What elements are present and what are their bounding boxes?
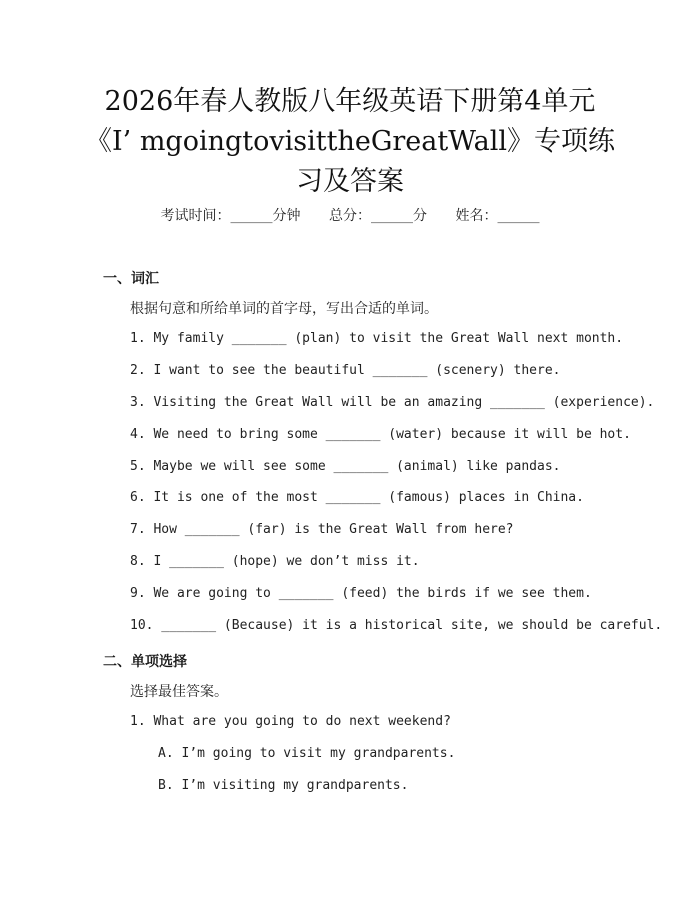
title-line-3: 习及答案: [296, 166, 404, 197]
section-2-heading: 二、单项选择: [103, 654, 187, 670]
mc-option-a: A. I’m going to visit my grandparents.: [158, 746, 456, 761]
title-line-1: 2026年春人教版八年级英语下册第4单元: [104, 86, 596, 117]
vocab-question: 7. How _______ (far) is the Great Wall from here?: [130, 522, 514, 537]
vocab-question: 10. _______ (Because) it is a historical site, we should be careful.: [130, 618, 663, 633]
exam-time: 考试时间：______分钟: [160, 208, 301, 224]
document-title: [60, 82, 640, 202]
vocab-question: 5. Maybe we will see some _______ (animal) like pandas.: [130, 459, 561, 474]
title-line-2: 《I’ mgoingtovisittheGreatWall》专项练: [84, 126, 615, 157]
exam-info: [0, 205, 700, 225]
vocab-question: 3. Visiting the Great Wall will be an amazing _______ (experience).: [130, 395, 655, 410]
vocab-question: 2. I want to see the beautiful _______ (scenery) there.: [130, 363, 561, 378]
vocab-question: 4. We need to bring some _______ (water) because it will be hot.: [130, 427, 631, 442]
mc-option-b: B. I’m visiting my grandparents.: [158, 778, 409, 793]
section-1-instruction: 根据句意和所给单词的首字母，写出合适的单词。: [130, 301, 438, 317]
exam-name: 姓名：______: [455, 208, 540, 224]
section-2-instruction: 选择最佳答案。: [130, 684, 228, 700]
exam-score: 总分：______分: [329, 208, 427, 224]
vocab-question: 1. My family _______ (plan) to visit the Great Wall next month.: [130, 331, 624, 346]
vocab-question: 6. It is one of the most _______ (famous) places in China.: [130, 490, 584, 505]
mc-question: 1. What are you going to do next weekend?: [130, 714, 451, 729]
section-1-heading: 一、词汇: [103, 271, 159, 287]
vocab-question: 9. We are going to _______ (feed) the birds if we see them.: [130, 586, 592, 601]
vocab-question: 8. I _______ (hope) we don’t miss it.: [130, 554, 420, 569]
